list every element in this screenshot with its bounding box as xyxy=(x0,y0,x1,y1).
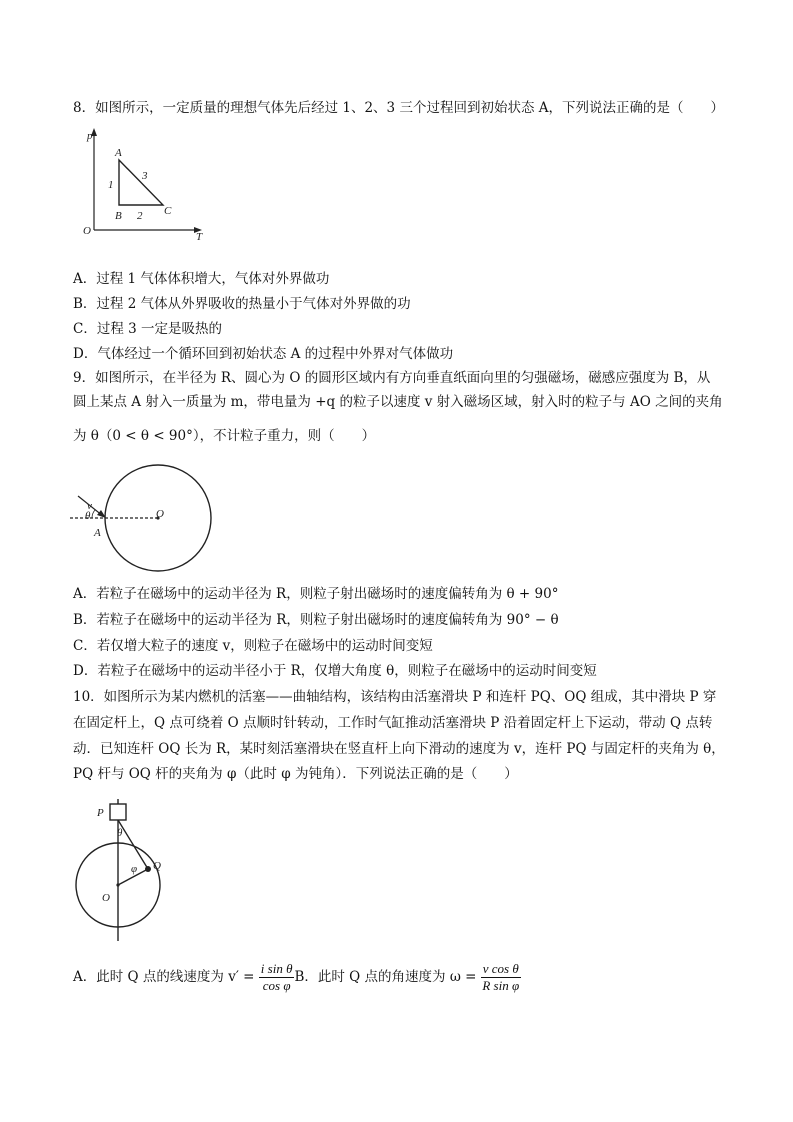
q8-label-2: 2 xyxy=(137,210,143,222)
q8-stem: 8．如图所示，一定质量的理想气体先后经过 1、2、3 三个过程回到初始状态 A，下列说法正确的是（ ） xyxy=(73,100,724,116)
q9-point-o: O xyxy=(156,508,164,520)
q9-stem-line1: 9．如图所示，在半径为 R、圆心为 O 的圆形区域内有方向垂直纸面向里的匀强磁场，磁感应强度为 B，从 xyxy=(73,370,711,386)
q10-piston-block xyxy=(110,804,126,820)
q9-point-a: A xyxy=(94,527,101,539)
q9-option-b: B．若粒子在磁场中的运动半径为 R，则粒子射出磁场时的速度偏转角为 90° − θ xyxy=(73,612,559,628)
q10-option-b-fraction xyxy=(481,961,521,994)
q10-option-a-prefix: A．此时 Q 点的线速度为 v′ = xyxy=(73,969,255,985)
q10-stem-line2: 在固定杆上，Q 点可绕着 O 点顺时针转动，工作时气缸推动活塞滑块 P 沿着固定杆上下运动，带动 Q 点转 xyxy=(73,715,713,731)
q8-option-b: B．过程 2 气体从外界吸收的热量小于气体对外界做的功 xyxy=(73,296,411,312)
q10-piston-crank-diagram xyxy=(70,795,170,945)
q9-stem-line2: 圆上某点 A 射入一质量为 m，带电量为 +q 的粒子以速度 v 射入磁场区域，射入时的粒子与 AO 之间的夹角 xyxy=(73,394,723,410)
q8-option-a: A．过程 1 气体体积增大，气体对外界做功 xyxy=(73,271,330,287)
q8-point-a: A xyxy=(115,147,122,159)
q8-option-d: D．气体经过一个循环回到初始状态 A 的过程中外界对气体做功 xyxy=(73,346,454,362)
q10-stem-line3: 动．已知连杆 OQ 长为 R，某时刻活塞滑块在竖直杆上向下滑动的速度为 v，连杆 PQ 与固定杆的夹角为 θ， xyxy=(73,741,725,757)
q10-option-b-numerator: v cos θ xyxy=(482,961,519,976)
q10-option-a-numerator: i sin θ xyxy=(260,961,293,976)
q10-option-a-denominator: cos φ xyxy=(262,978,291,993)
q10-label-o: O xyxy=(102,892,110,904)
q8-label-1: 1 xyxy=(108,179,114,191)
q8-axis-t: T xyxy=(196,231,203,241)
q10-rod-pq xyxy=(118,820,148,869)
q10-stem-line4: PQ 杆与 OQ 杆的夹角为 φ（此时 φ 为钝角）．下列说法正确的是（ ） xyxy=(73,766,518,782)
q8-point-b: B xyxy=(115,210,122,222)
q9-option-a: A．若粒子在磁场中的运动半径为 R，则粒子射出磁场时的速度偏转角为 θ + 90° xyxy=(73,586,559,602)
q10-label-p: P xyxy=(97,807,104,819)
q8-point-c: C xyxy=(164,205,172,217)
q8-label-3: 3 xyxy=(142,170,148,182)
q9-label-v: v xyxy=(87,500,92,512)
q10-stem-line1: 10．如图所示为某内燃机的活塞——曲轴结构，该结构由活塞滑块 P 和连杆 PQ、OQ 组成，其中滑块 P 穿 xyxy=(73,689,717,705)
q9-label-theta: θ xyxy=(85,510,91,522)
q9-magnetic-field-diagram xyxy=(66,462,216,582)
q8-origin: O xyxy=(83,225,91,237)
q10-label-theta: θ xyxy=(117,827,123,839)
q8-option-c: C．过程 3 一定是吸热的 xyxy=(73,321,223,337)
q9-option-c: C．若仅增大粒子的速度 v，则粒子在磁场中的运动时间变短 xyxy=(73,638,433,654)
q10-label-phi: φ xyxy=(131,863,138,875)
q10-option-a-fraction xyxy=(259,961,295,994)
q9-stem-line3: 为 θ（0 < θ < 90°），不计粒子重力，则（ ） xyxy=(73,428,376,444)
q10-options xyxy=(73,960,521,994)
q10-label-q: Q xyxy=(153,860,161,872)
q10-option-b-prefix: B．此时 Q 点的角速度为 ω = xyxy=(294,969,477,985)
q10-option-b-denominator: R sin φ xyxy=(482,978,520,993)
q8-cycle-triangle xyxy=(119,160,163,205)
q8-axis-p: p xyxy=(87,130,93,142)
q8-pt-diagram xyxy=(80,126,230,241)
q9-option-d: D．若粒子在磁场中的运动半径小于 R，仅增大角度 θ，则粒子在磁场中的运动时间变短 xyxy=(73,663,597,679)
